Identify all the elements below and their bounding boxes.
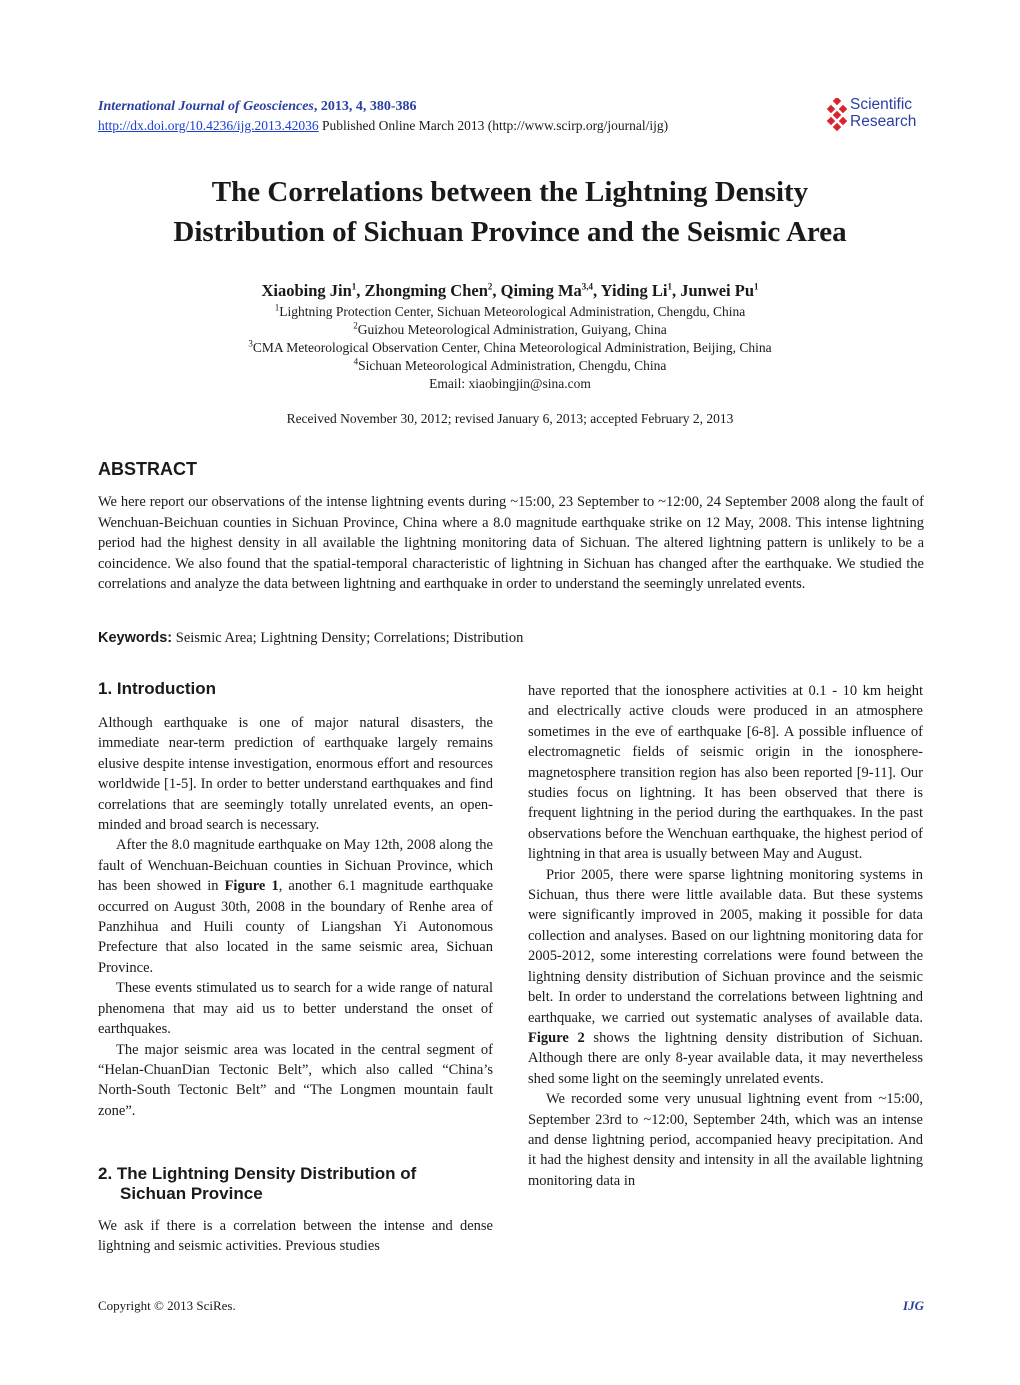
footer-journal: IJG [903, 1298, 924, 1313]
doi-link[interactable]: http://dx.doi.org/10.4236/ijg.2013.42036 [98, 118, 319, 133]
author: Yiding Li [600, 281, 668, 300]
affiliation [60, 339, 960, 357]
paragraph-text: , another 6.1 magnitude earthquake occurred on August 30th, 2008 in the boundary of Renhe area of Panzhihua and Huili county of Liangshan Yi Autonomous Prefecture that also located in the same seismic area, Sichuan Province. [98, 878, 494, 976]
affil-sup: 1 [274, 302, 280, 313]
author-sup: 3,4 [581, 281, 594, 292]
abstract-text: We here report our observations of the intense lightning events during ~15:00, 23 September to ~12:00, 24 September 2008 along the fault of Wenchuan-Beichuan counties in Sichuan Province, China where a 8.0 magnitude earthquake strike on 12 May, 2008. This intense lightning period had the highest density in all available the lightning monitoring data of Sichuan. The altered lightning pattern is unlikely to be a coincidence. We also found that the spatial-temporal characteristic of lightning in Sichuan has changed after the earthquake. We studied the correlations and analyze the data between lightning and earthquake in order to understand the seemingly unrelated events. [98, 494, 924, 592]
logo-line1: Scientific [850, 96, 913, 113]
affil-sup: 2 [353, 320, 358, 331]
author-sup: 1 [667, 281, 672, 292]
footer-copyright: Copyright © 2013 SciRes. [98, 1298, 236, 1313]
keywords-text: Seismic Area; Lightning Density; Correlations; Distribution [172, 630, 524, 646]
journal-citation [98, 99, 417, 115]
author: Junwei Pu [680, 281, 755, 300]
journal-name: International Journal of Geosciences [98, 99, 314, 114]
title-line2: Distribution of Sichuan Province and the Seismic Area [173, 216, 847, 248]
keywords-label: Keywords: [98, 630, 173, 646]
paragraph-text: shows the lightning density distribution of Sichuan. Although there are only 8-year available data, it may nevertheless shed some light on the seemingly unrelated events. [528, 1029, 923, 1087]
affil-text: CMA Meteorological Observation Center, China Meteorological Administration, Beijing, China [252, 340, 772, 355]
logo-line2: Research [850, 113, 917, 130]
figure-ref[interactable]: Figure 1 [224, 878, 279, 895]
paragraph: These events stimulated us to search for a wide range of natural phenomena that may aid us to better understand the onset of earthquakes. [98, 980, 493, 1038]
right-column [528, 681, 923, 1191]
title-line1: The Correlations between the Lightning Density [211, 176, 809, 208]
affil-sup: 4 [353, 356, 359, 367]
section1-heading: 1. Introduction [98, 679, 217, 698]
author-sup: 2 [487, 281, 493, 292]
published-online: Published Online March 2013 (http://www.scirp.org/journal/ijg) [318, 118, 669, 133]
journal-volume: , 2013, 4, 380-386 [313, 99, 417, 114]
affil-text: Lightning Protection Center, Sichuan Meteorological Administration, Chengdu, China [279, 304, 746, 319]
figure-ref[interactable]: Figure 2 [528, 1029, 585, 1046]
affiliation [60, 321, 960, 339]
paragraph [528, 865, 923, 1089]
scientific-research-logo [826, 96, 936, 136]
section2-heading-line1: 2. The Lightning Density Distribution of [98, 1164, 417, 1183]
paragraph: The major seismic area was located in the central segment of “Helan-ChuanDian Tectonic Belt”, which also called “China’s North-South Tectonic Belt” and “The Longmen mountain fault zone”. [98, 1041, 493, 1119]
section2-text: We ask if there is a correlation between the intense and dense lightning and seismic activities. Previous studies [98, 1218, 493, 1255]
paragraph [98, 835, 493, 978]
doi-line [98, 118, 668, 134]
paragraph-text: Prior 2005, there were sparse lightning monitoring systems in Sichuan, thus there were little available data. But these systems were significantly improved in 2005, making it possible for data collection and analyses. Based on our lightning monitoring data for 2005-2012, some interesting correlations were found between the lightning density distribution of Sichuan province and the seismic belt. In order to understand the correlations between lightning and earthquake, we carried out systematic analyses of available data. [528, 866, 923, 1026]
paragraph: have reported that the ionosphere activities at 0.1 - 10 km height and electrically active clouds were produced in an atmosphere sometimes in the eve of earthquake [6-8]. A possible influence of electromagnetic fields of seismic origin in the ionosphere-magnetosphere transition region has also been reported [9-11]. Our studies focus on lightning. It has been observed that there is frequent lightning in the period during the earthquakes. In the past observations before the Wenchuan earthquake, the highest period of lightning in that area is usually between May and August. [528, 683, 923, 863]
section2-heading-line2: Sichuan Province [120, 1184, 263, 1203]
logo-diamond-icon [826, 98, 848, 132]
section2-heading [98, 1164, 416, 1204]
paper-title [60, 172, 960, 252]
author: Zhongming Chen [364, 281, 488, 300]
author-list: Xiaobing Jin$^1$, Zhongming Chen$^2$, Qiming Ma$^{3,4}$, Yiding Li$^1$, Junwei Pu$^1$ [261, 281, 759, 300]
keywords [98, 630, 523, 647]
affiliation [60, 357, 960, 375]
abstract-heading: ABSTRACT [98, 459, 197, 479]
left-column [98, 713, 493, 1121]
author: Qiming Ma [500, 281, 582, 300]
author-sup: 1 [754, 281, 759, 292]
affil-text: Guizhou Meteorological Administration, Guiyang, China [357, 322, 667, 337]
author-sup: 1 [351, 281, 357, 292]
paragraph: Although earthquake is one of major natural disasters, the immediate near-term prediction of earthquake largely remains elusive despite intense investigation, enormous effort and resources worldwide [1-5]. In order to better understand earthquakes and find correlations that are seemingly totally unrelated events, an open-minded and broad search is necessary. [98, 715, 493, 834]
paragraph-text: After the 8.0 magnitude earthquake on May 12th, 2008 along the fault of Wenchuan-Beichuan counties in Sichuan Province, which has been showed in [98, 837, 493, 895]
paragraph: We recorded some very unusual lightning event from ~15:00, September 23rd to ~12:00, September 24th, which was an intense and dense lightning period, accompanied heavy precipitation. And it had the highest density and intensity in all the available lightning monitoring data in [528, 1091, 923, 1189]
affiliation [60, 303, 960, 321]
received-dates: Received November 30, 2012; revised January 6, 2013; accepted February 2, 2013 [286, 411, 734, 426]
author: Xiaobing Jin [261, 281, 352, 300]
email: Email: xiaobingjin@sina.com [429, 376, 591, 391]
affil-text: Sichuan Meteorological Administration, Chengdu, China [358, 358, 667, 373]
affil-sup: 3 [248, 338, 253, 349]
